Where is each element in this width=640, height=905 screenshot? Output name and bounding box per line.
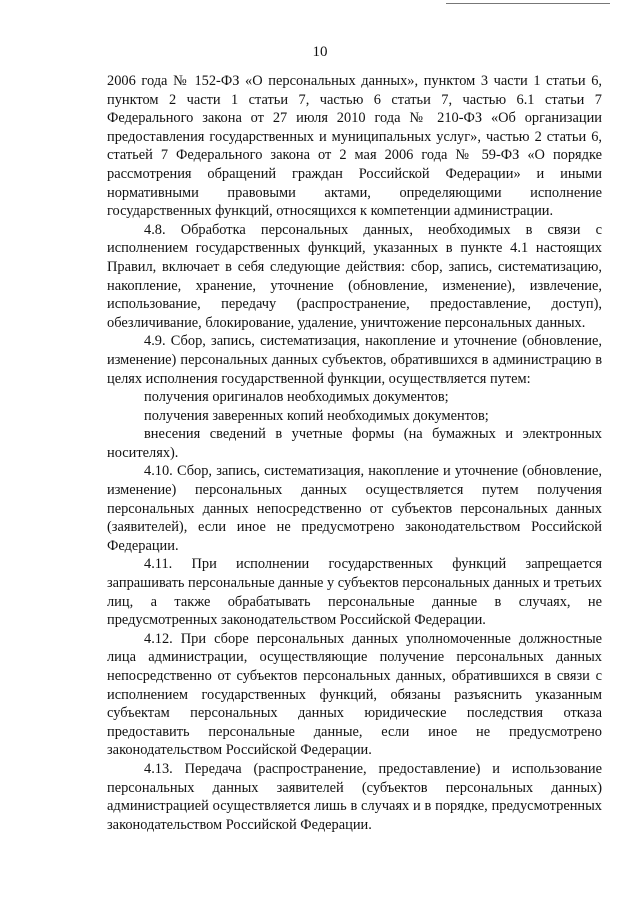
paragraph-4-13: 4.13. Передача (распространение, предоставление) и использование персональных данных заявителей (субъектов персональных данных) администрацией осуществляется лишь в случаях и в порядке, предусмотренных законодательством Российской Федерации. (107, 760, 602, 833)
paragraph-4-12: 4.12. При сборе персональных данных уполномоченные должностные лица администрации, осуществляющие получение персональных данных непосредственно от субъектов персональных данных, обратившихся в связи с исполнением государственных функций, обязаны разъяснить указанным субъектам персональных данных юридические последствия отказа предоставить персональные данные, если иное не предусмотрено законодательством Российской Федерации. (107, 630, 602, 759)
paragraph-4-10: 4.10. Сбор, запись, систематизация, накопление и уточнение (обновление, изменение) персональных данных осуществляется путем получения персональных данных непосредственно от субъектов персональных данных (заявителей), если иное не предусмотрено законодательством Российской Федерации. (107, 463, 602, 554)
list-item: внесения сведений в учетные формы (на бумажных и электронных носителях). (107, 426, 602, 461)
page-number: 10 (312, 44, 328, 60)
top-rule (446, 3, 610, 4)
paragraph-4-9: 4.9. Сбор, запись, систематизация, накопление и уточнение (обновление, изменение) персональных данных субъектов, обратившихся в администрацию в целях исполнения государственной функции, осуществляется путем: (107, 333, 602, 387)
paragraph-4-8: 4.8. Обработка персональных данных, необходимых в связи с исполнением государственных функций, указанных в пункте 4.1 настоящих Правил, включает в себя следующие действия: сбор, запись, систематизацию, накопление, хранение, уточнение (обновление, изменение), извлечение, использование, передачу (распространение, предоставление, доступ), обезличивание, блокирование, удаление, уничтожение персональных данных. (107, 221, 602, 331)
list-item: получения заверенных копий необходимых документов; (144, 407, 489, 424)
paragraph-continuation: 2006 года № 152-ФЗ «О персональных данных», пунктом 3 части 1 статьи 6, пунктом 2 части 1 статьи 7, частью 6 статьи 7, частью 6.1 статьи 7 Федерального закона от 27 июля 2010 года № 210-ФЗ «Об организации предоставления государственных и муниципальных услуг», частью 2 статьи 6, статьей 7 Федерального закона от 2 мая 2006 года № 59-ФЗ «О порядке рассмотрения обращений граждан Российской Федерации» и иными нормативными правовыми актами, определяющими исполнение государственных функций, относящихся к компетенции администрации. (107, 73, 602, 220)
paragraph-4-11: 4.11. При исполнении государственных функций запрещается запрашивать персональные данные у субъектов персональных данных и третьих лиц, а также обрабатывать персональные данные в случаях, не предусмотренных законодательством Российской Федерации. (107, 556, 602, 629)
list-item: получения оригиналов необходимых документов; (144, 389, 449, 406)
document-body (107, 72, 602, 834)
